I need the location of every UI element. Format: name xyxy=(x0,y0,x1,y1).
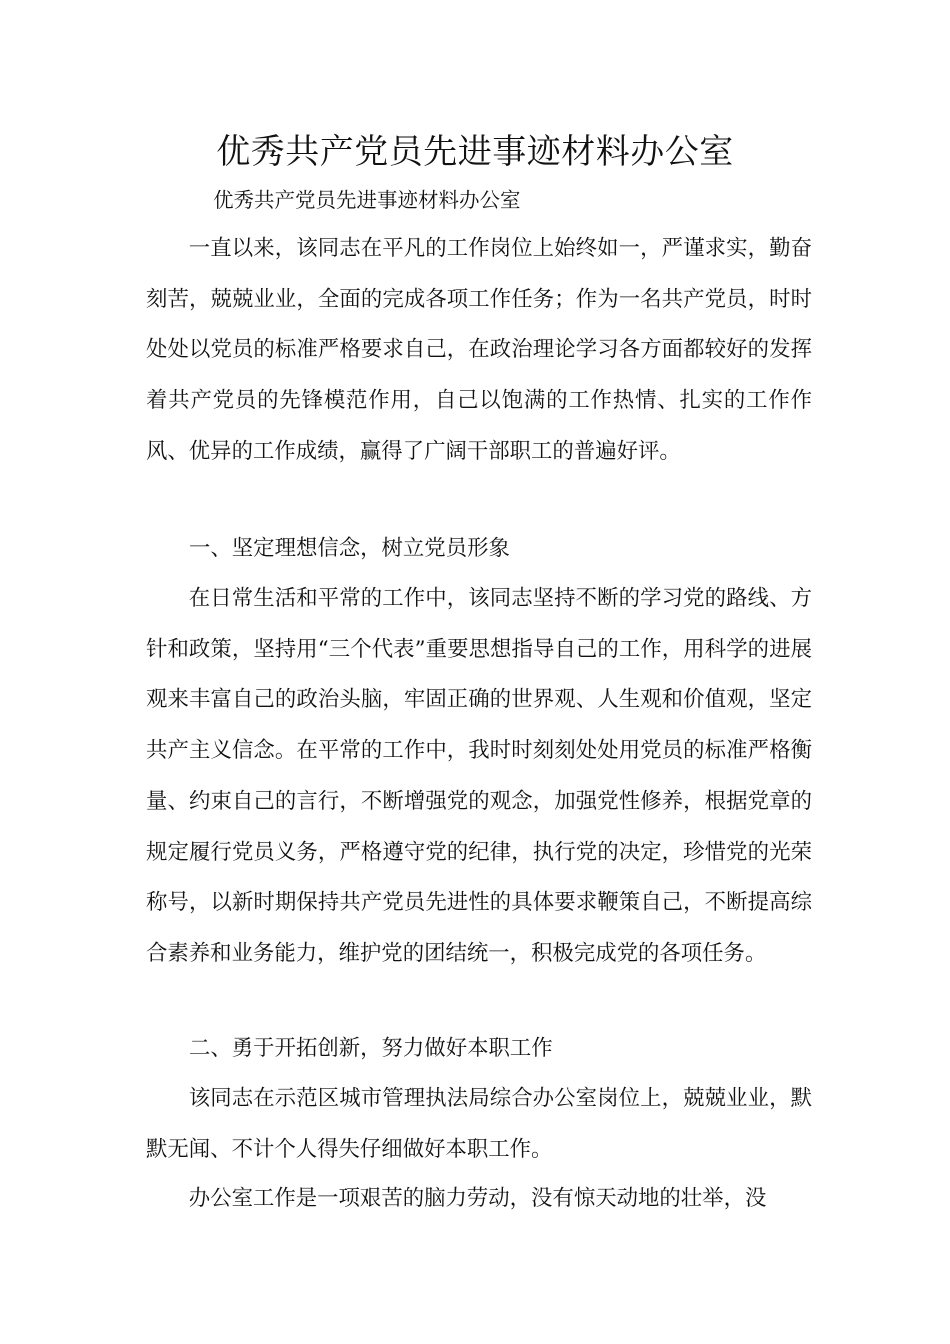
document-title: 优秀共产党员先进事迹材料办公室 xyxy=(216,132,734,172)
section-heading-1: 一、坚定理想信念，树立党员形象 xyxy=(189,536,510,561)
paragraph-office-work: 办公室工作是一项艰苦的脑力劳动，没有惊天动地的壮举，没 xyxy=(188,1186,767,1211)
section-heading-2: 二、勇于开拓创新，努力做好本职工作 xyxy=(189,1036,553,1061)
document-subtitle: 优秀共产党员先进事迹材料办公室 xyxy=(213,188,521,212)
paragraph-section-2: 该同志在示范区城市管理执法局综合办公室岗位上，兢兢业业，默默无闻、不计个人得失仔细做好本职工作。 xyxy=(146,1086,812,1162)
paragraph-intro: 一直以来，该同志在平凡的工作岗位上始终如一，严谨求实，勤奋刻苦，兢兢业业，全面的完成各项工作任务；作为一名共产党员，时时处处以党员的标准严格要求自己，在政治理论学习各方面都较好的发挥着共产党员的先锋模范作用，自己以饱满的工作热情、扎实的工作作风、优异的工作成绩，赢得了广阔干部职工的普遍好评。 xyxy=(146,236,812,464)
paragraph-section-1: 在日常生活和平常的工作中，该同志坚持不断的学习党的路线、方针和政策，坚持用“三个代表”重要思想指导自己的工作，用科学的进展观来丰富自己的政治头脑，牢固正确的世界观、人生观和价值观，坚定共产主义信念。在平常的工作中，我时时刻刻处处用党员的标准严格衡量、约束自己的言行，不断增强党的观念，加强党性修养，根据党章的规定履行党员义务，严格遵守党的纪律，执行党的决定，珍惜党的光荣称号，以新时期保持共产党员先进性的具体要求鞭策自己，不断提高综合素养和业务能力，维护党的团结统一，积极完成党的各项任务。 xyxy=(146,586,812,966)
